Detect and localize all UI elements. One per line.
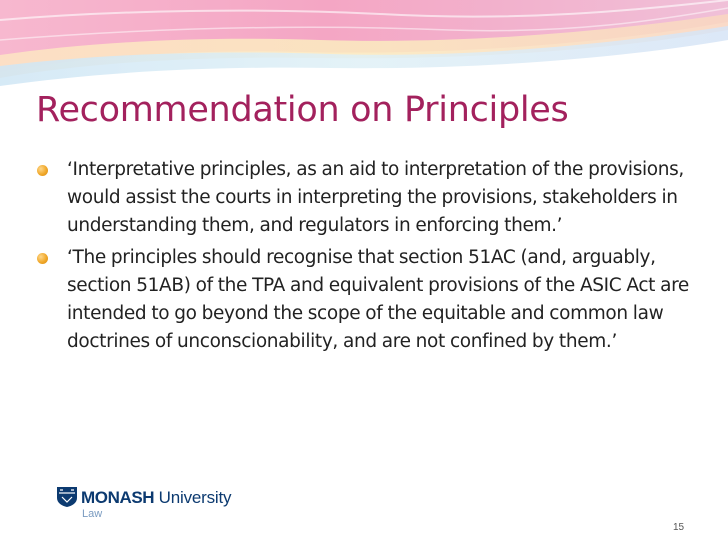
monash-logo	[56, 486, 256, 526]
logo-name-bold: MONASH	[81, 488, 155, 507]
decorative-banner	[0, 0, 728, 95]
bullet-text: ‘Interpretative principles, as an aid to interpretation of the provisions, would assist the courts in interpreting the provisions, stakeholders in understanding them, and regulators in enforcing them.’	[67, 159, 684, 237]
bullet-item	[34, 156, 704, 241]
bullet-item	[34, 244, 704, 357]
slide-title: Recommendation on Principles	[36, 90, 569, 130]
page-number: 15	[673, 522, 685, 533]
logo-name-regular: University	[154, 488, 232, 507]
logo-wordmark	[81, 488, 231, 508]
bullet-text: ‘The principles should recognise that section 51AC (and, arguably, section 51AB) of the TPA and equivalent provisions of the ASIC Act are intended to go beyond the scope of the equitable and common law doctrines of unconscionability, and are not confined by them.’	[67, 246, 689, 353]
shield-icon	[56, 486, 78, 508]
logo-subtitle: Law	[82, 508, 103, 520]
bullet-list	[34, 156, 704, 359]
bullet-dot-icon	[37, 165, 48, 176]
bullet-dot-icon	[37, 253, 48, 264]
